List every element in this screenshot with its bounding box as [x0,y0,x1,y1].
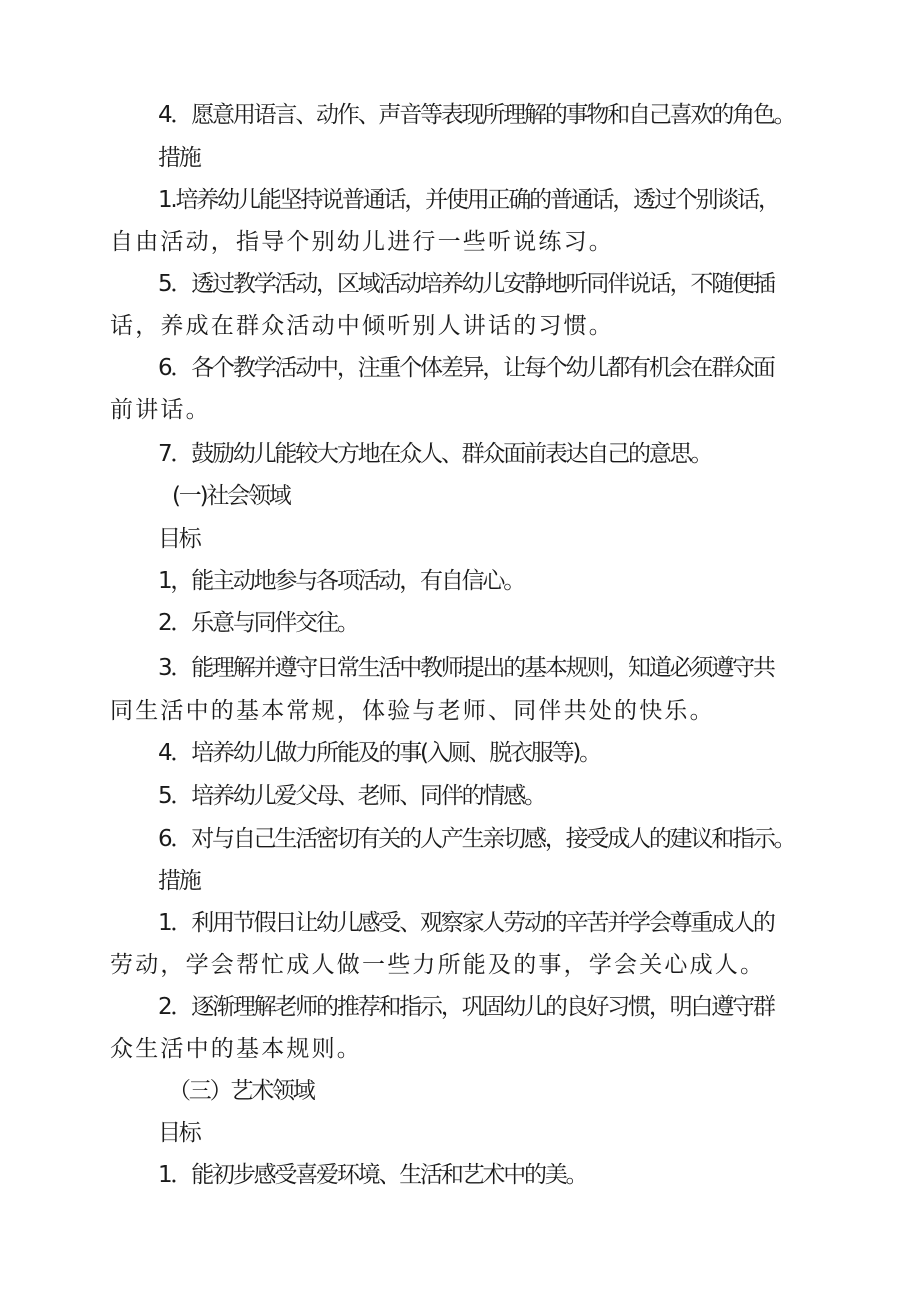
social-goal-5: 5．培养幼儿爱父母、老师、同伴的情感。 [158,783,545,809]
language-measure-1-line1: 1.培养幼儿能坚持说普通话，并使用正确的普通话，透过个别谈话， [158,187,779,213]
language-measure-7: 7．鼓励幼儿能较大方地在众人、群众面前表达自己的意思。 [158,441,712,467]
language-measure-5-line1: 5．透过教学活动，区域活动培养幼儿安静地听同伴说话，不随便插 [158,271,774,297]
social-measure-2-line1: 2．逐渐理解老师的推荐和指示，巩固幼儿的良好习惯，明白遵守群 [158,994,774,1020]
art-goal-1: 1．能初步感受喜爱环境、生活和艺术中的美。 [158,1162,587,1188]
social-section-heading: (一)社会领域 [172,483,290,509]
social-goal-3-line1: 3．能理解并遵守日常生活中教师提出的基本规则，知道必须遵守共 [158,655,774,681]
social-measure-2-line2: 众生活中的基本规则。 [110,1036,362,1062]
social-goal-1: 1，能主动地参与各项活动，有自信心。 [158,568,525,594]
language-goal-4: 4．愿意用语言、动作、声音等表现所理解的事物和自己喜欢的角色。 [158,102,795,128]
social-goal-6: 6．对与自己生活密切有关的人产生亲切感，接受成人的建议和指示。 [158,826,795,852]
art-section-heading: （三）艺术领域 [168,1078,314,1104]
language-measures-heading: 措施 [158,145,200,171]
language-measure-6-line2: 前讲话。 [110,397,211,423]
social-measure-1-line1: 1．利用节假日让幼儿感受、观察家人劳动的辛苦并学会尊重成人的 [158,910,774,936]
social-goal-4: 4．培养幼儿做力所能及的事(入厕、脱衣服等)。 [158,740,600,766]
social-goal-3-line2: 同生活中的基本常规，体验与老师、同伴共处的快乐。 [110,698,715,724]
language-measure-1-line2: 自由活动，指导个别幼儿进行一些听说练习。 [110,229,614,255]
language-measure-5-line2: 话，养成在群众活动中倾听别人讲话的习惯。 [110,313,614,339]
social-goals-heading: 目标 [158,526,200,552]
language-measure-6-line1: 6．各个教学活动中，注重个体差异，让每个幼儿都有机会在群众面 [158,355,774,381]
social-measures-heading: 措施 [158,868,200,894]
social-goal-2: 2．乐意与同伴交往。 [158,610,358,636]
social-measure-1-line2: 劳动，学会帮忙成人做一些力所能及的事，学会关心成人。 [110,952,766,978]
art-goals-heading: 目标 [158,1120,200,1146]
